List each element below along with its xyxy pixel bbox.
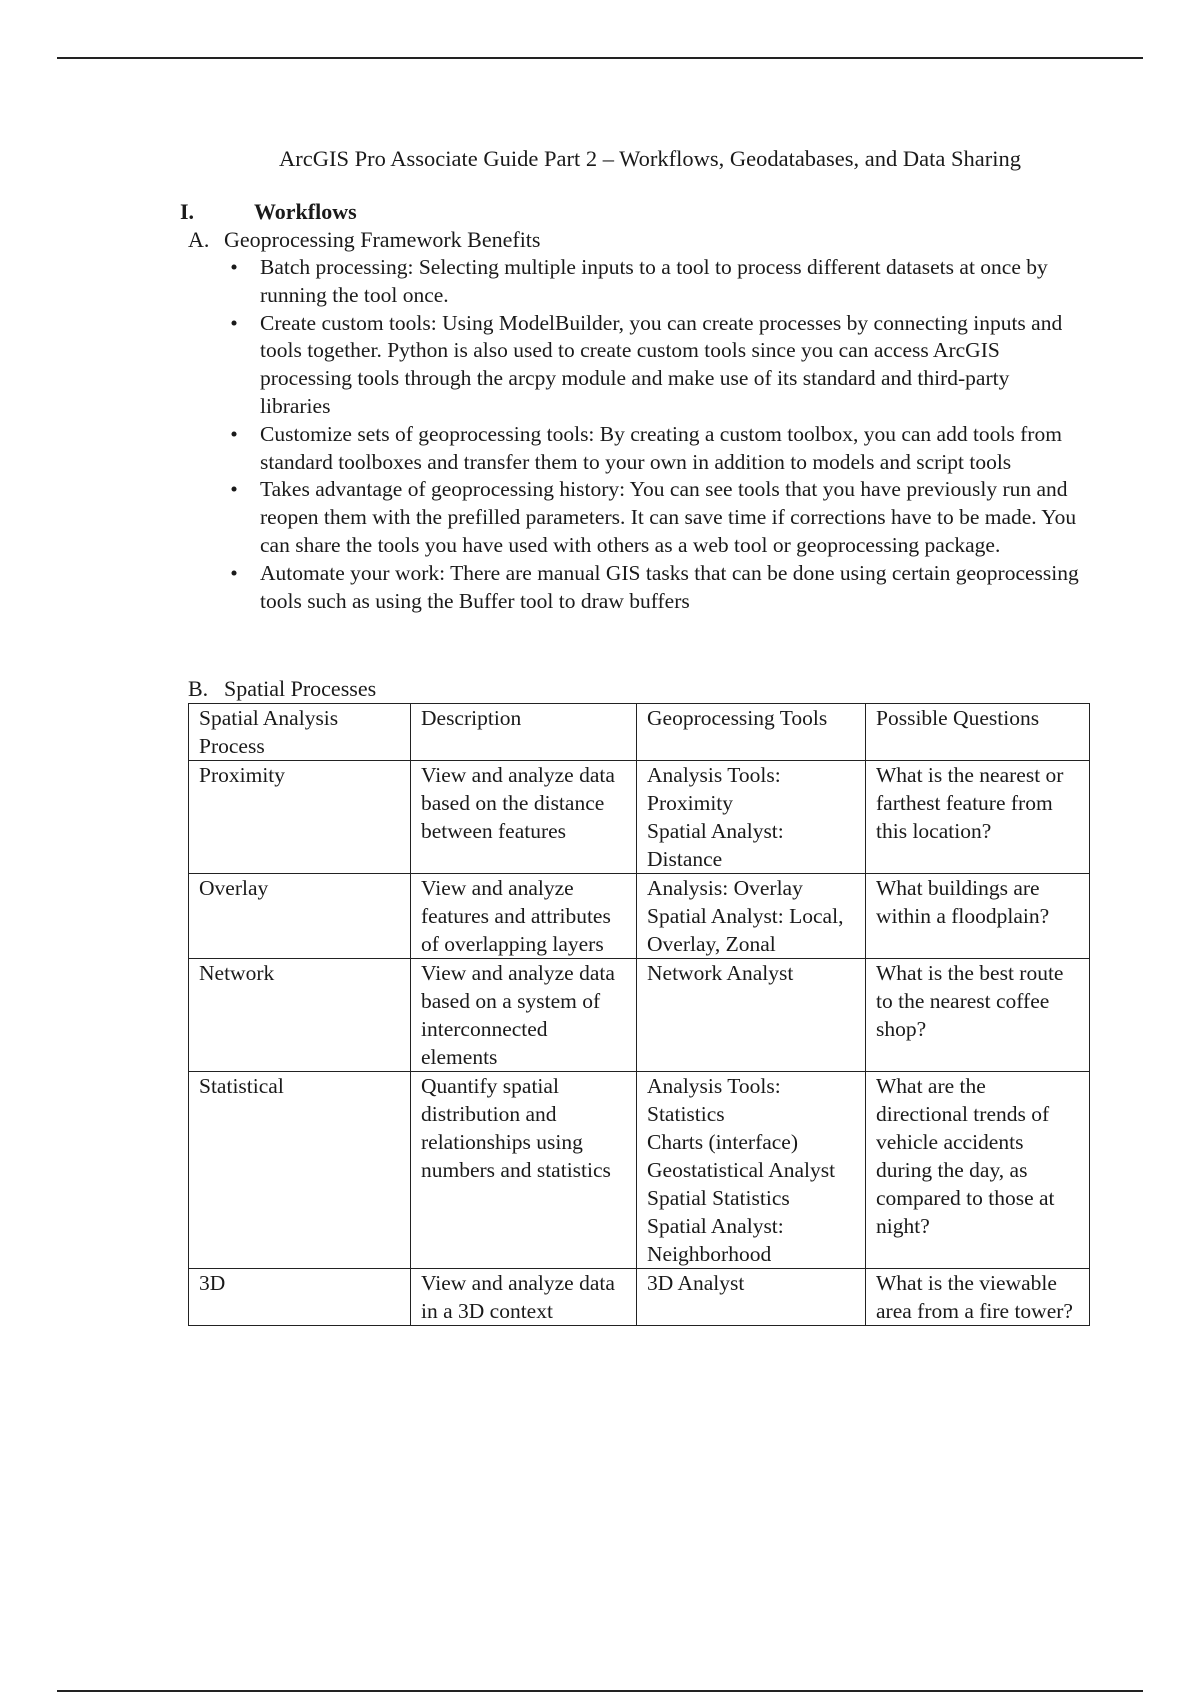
process-cell: Proximity (189, 761, 411, 874)
list-item-text: Batch processing: Selecting multiple inputs to a tool to process different datasets at once by running the tool once. (260, 255, 1048, 307)
page-top-rule (57, 57, 1143, 59)
tools-cell (637, 761, 866, 874)
description-cell: View and analyze data based on a system of interconnected elements (411, 959, 637, 1072)
table-row (189, 1269, 1090, 1326)
list-item (222, 310, 1082, 421)
list-item (222, 421, 1082, 477)
process-cell: Overlay (189, 874, 411, 959)
process-cell: 3D (189, 1269, 411, 1326)
section-heading (180, 198, 357, 226)
tools-cell (637, 874, 866, 959)
tool-entry: Spatial Statistics (647, 1186, 790, 1210)
tools-cell (637, 959, 866, 1072)
subsection-heading-b (188, 675, 376, 703)
tools-cell (637, 1072, 866, 1269)
question-cell: What are the directional trends of vehicle accidents during the day, as compared to those at night? (866, 1072, 1090, 1269)
bullet-icon: • (230, 310, 238, 335)
subsection-heading-a (188, 226, 540, 254)
list-item-text: Automate your work: There are manual GIS tasks that can be done using certain geoprocessing tools such as using the Buffer tool to draw buffers (260, 560, 1079, 613)
list-item-text: Takes advantage of geoprocessing history: You can see tools that you have previously run and reopen them with the prefilled parameters. It can save time if corrections have to be made. You can share the tools you have used with others as a web tool or geoprocessing package. (260, 477, 1077, 557)
tool-entry: Analysis Tools: Proximity (647, 763, 781, 815)
table-header-row (189, 704, 1090, 761)
list-item-text: Create custom tools: Using ModelBuilder, you can create processes by connecting inputs and tools together. Python is also used to create custom tools since you can access ArcGIS processing tools through the arcpy module and make use of its standard and third-party libraries (260, 310, 1063, 418)
description-cell: View and analyze features and attributes of overlapping layers (411, 874, 637, 959)
list-item (222, 560, 1082, 616)
table-row (189, 1072, 1090, 1269)
question-cell: What is the best route to the nearest coffee shop? (866, 959, 1090, 1072)
page-bottom-rule (57, 1690, 1143, 1692)
tool-entry: Spatial Analyst: Neighborhood (647, 1214, 784, 1266)
table-row (189, 959, 1090, 1072)
subsection-letter: B. (188, 676, 209, 701)
tool-entry: Spatial Analyst: Local, Overlay, Zonal (647, 904, 844, 956)
tool-entry: Spatial Analyst: Distance (647, 819, 784, 871)
header-cell: Spatial Analysis Process (189, 704, 411, 761)
description-cell: View and analyze data in a 3D context (411, 1269, 637, 1326)
tool-entry: 3D Analyst (647, 1271, 745, 1295)
bullet-icon: • (230, 560, 238, 585)
bullet-icon: • (230, 255, 238, 279)
header-cell: Description (411, 704, 637, 761)
tool-entry: Geostatistical Analyst (647, 1158, 836, 1182)
header-cell: Possible Questions (866, 704, 1090, 761)
subsection-title: Geoprocessing Framework Benefits (224, 227, 541, 252)
tool-entry: Charts (interface) (647, 1130, 799, 1154)
question-cell: What is the viewable area from a fire tower? (866, 1269, 1090, 1326)
subsection-letter: A. (188, 227, 210, 252)
subsection-title: Spatial Processes (224, 676, 377, 701)
list-item (222, 476, 1082, 559)
description-cell: Quantify spatial distribution and relationships using numbers and statistics (411, 1072, 637, 1269)
bullet-icon: • (230, 477, 238, 502)
header-cell: Geoprocessing Tools (637, 704, 866, 761)
spatial-processes-table (188, 703, 1090, 1326)
description-cell: View and analyze data based on the distance between features (411, 761, 637, 874)
list-item (222, 254, 1082, 310)
question-cell: What is the nearest or farthest feature from this location? (866, 761, 1090, 874)
document-title: ArcGIS Pro Associate Guide Part 2 – Workflows, Geodatabases, and Data Sharing (279, 146, 1021, 171)
table-row (189, 874, 1090, 959)
bullet-icon: • (230, 421, 238, 446)
process-cell: Statistical (189, 1072, 411, 1269)
section-title: Workflows (254, 199, 357, 224)
benefits-list (222, 254, 1082, 615)
tool-entry: Network Analyst (647, 961, 794, 985)
tool-entry: Analysis Tools: Statistics (647, 1074, 781, 1126)
list-item-text: Customize sets of geoprocessing tools: By creating a custom toolbox, you can add tools from standard toolboxes and transfer them to your own in addition to models and script tools (260, 421, 1062, 474)
process-cell: Network (189, 959, 411, 1072)
section-number: I. (180, 199, 195, 224)
table-row (189, 761, 1090, 874)
tool-entry: Analysis: Overlay (647, 876, 803, 900)
tools-cell (637, 1269, 866, 1326)
question-cell: What buildings are within a floodplain? (866, 874, 1090, 959)
